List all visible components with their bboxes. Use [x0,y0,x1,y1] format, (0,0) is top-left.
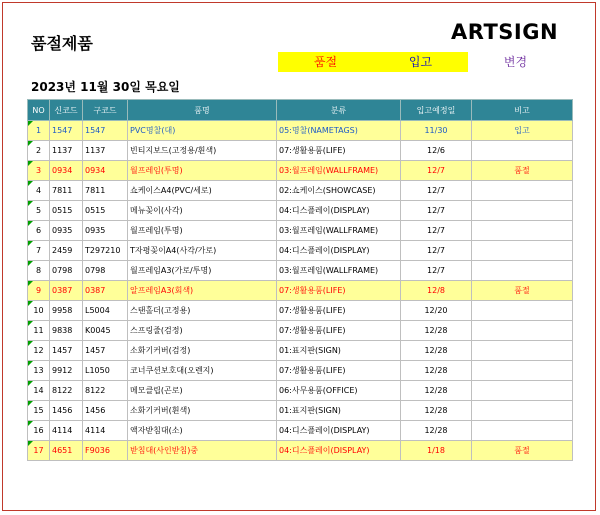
row-old-code[interactable]: 1457 [83,341,128,361]
page-title: 품절제품 [31,34,93,53]
table-header-row [28,100,573,121]
row-product-name[interactable]: 소화기커버(흰색) [128,401,277,421]
row-old-code[interactable]: 4114 [83,421,128,441]
row-no[interactable]: 8 [28,261,50,281]
row-new-code[interactable]: 4114 [50,421,83,441]
row-product-name[interactable]: 스프링줄(검정) [128,321,277,341]
row-old-code[interactable]: 7811 [83,181,128,201]
brand-logo: ARTSIGN [451,20,559,44]
row-due-date[interactable]: 12/6 [401,141,472,161]
row-product-name[interactable]: 액자받침대(소) [128,421,277,441]
header-old-code[interactable]: 구코드 [83,100,128,121]
row-category[interactable]: 07:생활용품(LIFE) [277,361,401,381]
table-row[interactable] [28,201,573,221]
row-note[interactable] [472,421,573,441]
row-product-name[interactable]: 메뉴꽂이(사각) [128,201,277,221]
table-row[interactable] [28,141,573,161]
row-due-date[interactable]: 12/28 [401,341,472,361]
row-note[interactable] [472,221,573,241]
table-row[interactable] [28,181,573,201]
header-no[interactable]: NO [28,100,50,121]
row-old-code[interactable]: 8122 [83,381,128,401]
row-old-code[interactable]: 0934 [83,161,128,181]
row-product-name[interactable]: 코너쿠션보호대(오렌지) [128,361,277,381]
row-due-date[interactable]: 12/28 [401,361,472,381]
row-category[interactable]: 07:생활용품(LIFE) [277,141,401,161]
row-new-code[interactable]: 9958 [50,301,83,321]
row-category[interactable]: 07:생활용품(LIFE) [277,281,401,301]
header-note[interactable]: 비고 [472,100,573,121]
row-old-code[interactable]: L5004 [83,301,128,321]
row-due-date[interactable]: 11/30 [401,121,472,141]
row-due-date[interactable]: 12/7 [401,201,472,221]
row-note[interactable] [472,261,573,281]
table-row[interactable] [28,121,573,141]
row-new-code[interactable]: 1456 [50,401,83,421]
row-no[interactable]: 11 [28,321,50,341]
row-note[interactable] [472,301,573,321]
row-category[interactable]: 04:디스플레이(DISPLAY) [277,241,401,261]
row-due-date[interactable]: 12/8 [401,281,472,301]
row-product-name[interactable]: T자평꽂이A4(사각/가로) [128,241,277,261]
row-category[interactable]: 03:월프레임(WALLFRAME) [277,261,401,281]
row-no[interactable]: 16 [28,421,50,441]
table-row[interactable] [28,441,573,461]
row-due-date[interactable]: 12/28 [401,401,472,421]
row-due-date[interactable]: 12/28 [401,381,472,401]
report-date: 2023년 11월 30일 목요일 [31,80,180,94]
row-old-code[interactable]: 1137 [83,141,128,161]
row-no[interactable]: 13 [28,361,50,381]
row-product-name[interactable]: PVC명찰(대) [128,121,277,141]
header-new-code[interactable]: 신코드 [50,100,83,121]
row-category[interactable]: 06:사무용품(OFFICE) [277,381,401,401]
row-note[interactable] [472,201,573,221]
row-due-date[interactable]: 12/7 [401,241,472,261]
row-no[interactable]: 17 [28,441,50,461]
row-no[interactable]: 1 [28,121,50,141]
table-row[interactable] [28,301,573,321]
row-old-code[interactable]: L1050 [83,361,128,381]
row-note[interactable]: 품절 [472,441,573,461]
row-note[interactable] [472,381,573,401]
header-due-date[interactable]: 입고예정일 [401,100,472,121]
row-product-name[interactable]: 월프레임(투명) [128,161,277,181]
header-category[interactable]: 분류 [277,100,401,121]
row-new-code[interactable]: 8122 [50,381,83,401]
row-new-code[interactable]: 0798 [50,261,83,281]
row-category[interactable]: 07:생활용품(LIFE) [277,301,401,321]
row-new-code[interactable]: 0934 [50,161,83,181]
row-old-code[interactable]: 0515 [83,201,128,221]
row-category[interactable]: 04:디스플레이(DISPLAY) [277,421,401,441]
row-due-date[interactable]: 12/7 [401,181,472,201]
row-note[interactable] [472,361,573,381]
row-note[interactable] [472,181,573,201]
row-note[interactable]: 품절 [472,281,573,301]
row-no[interactable]: 7 [28,241,50,261]
table-row[interactable] [28,361,573,381]
row-due-date[interactable]: 12/28 [401,421,472,441]
row-due-date[interactable]: 12/7 [401,221,472,241]
table-row[interactable] [28,221,573,241]
row-note[interactable] [472,141,573,161]
row-category[interactable]: 03:월프레임(WALLFRAME) [277,221,401,241]
row-old-code[interactable]: 1456 [83,401,128,421]
row-note[interactable] [472,341,573,361]
row-no[interactable]: 12 [28,341,50,361]
row-no[interactable]: 14 [28,381,50,401]
row-category[interactable]: 05:명찰(NAMETAGS) [277,121,401,141]
row-category[interactable]: 03:월프레임(WALLFRAME) [277,161,401,181]
row-old-code[interactable]: 0387 [83,281,128,301]
table-row[interactable] [28,341,573,361]
row-due-date[interactable]: 12/28 [401,321,472,341]
row-old-code[interactable]: 0798 [83,261,128,281]
row-product-name[interactable]: 알프레임A3(회색) [128,281,277,301]
row-product-name[interactable]: 받침대(사인받침)중 [128,441,277,461]
row-new-code[interactable]: 9912 [50,361,83,381]
header-product-name[interactable]: 품명 [128,100,277,121]
row-product-name[interactable]: 빈티지보드(고정용/흰색) [128,141,277,161]
row-no[interactable]: 2 [28,141,50,161]
row-category[interactable]: 01:표지판(SIGN) [277,401,401,421]
legend-incoming: 입고 [373,52,468,72]
row-new-code[interactable]: 4651 [50,441,83,461]
row-category[interactable]: 07:생활용품(LIFE) [277,321,401,341]
row-category[interactable]: 04:디스플레이(DISPLAY) [277,201,401,221]
soldout-table [27,99,573,461]
row-no[interactable]: 10 [28,301,50,321]
row-note[interactable]: 입고 [472,121,573,141]
row-product-name[interactable]: 월프레임A3(가로/투명) [128,261,277,281]
row-new-code[interactable]: 1547 [50,121,83,141]
row-new-code[interactable]: 1457 [50,341,83,361]
row-new-code[interactable]: 0935 [50,221,83,241]
row-due-date[interactable]: 12/7 [401,261,472,281]
row-new-code[interactable]: 9838 [50,321,83,341]
row-category[interactable]: 04:디스플레이(DISPLAY) [277,441,401,461]
row-due-date[interactable]: 1/18 [401,441,472,461]
row-old-code[interactable]: T297210 [83,241,128,261]
row-no[interactable]: 6 [28,221,50,241]
row-product-name[interactable]: 메모클립(곤로) [128,381,277,401]
row-old-code[interactable]: 0935 [83,221,128,241]
row-product-name[interactable]: 월프레임(투명) [128,221,277,241]
status-legend [278,52,563,72]
table-row[interactable] [28,241,573,261]
row-due-date[interactable]: 12/7 [401,161,472,181]
row-due-date[interactable]: 12/20 [401,301,472,321]
row-old-code[interactable]: K0045 [83,321,128,341]
row-new-code[interactable]: 7811 [50,181,83,201]
row-note[interactable] [472,321,573,341]
row-new-code[interactable]: 0515 [50,201,83,221]
table-row[interactable] [28,281,573,301]
table-row[interactable] [28,381,573,401]
row-product-name[interactable]: 스탠홀더(고정용) [128,301,277,321]
row-no[interactable]: 9 [28,281,50,301]
table-row[interactable] [28,321,573,341]
table-row[interactable] [28,261,573,281]
row-note[interactable] [472,401,573,421]
legend-change: 변경 [468,52,563,72]
row-note[interactable] [472,241,573,261]
row-new-code[interactable]: 0387 [50,281,83,301]
table-row[interactable] [28,161,573,181]
table-row[interactable] [28,421,573,441]
row-product-name[interactable]: 소화기커버(검정) [128,341,277,361]
row-category[interactable]: 01:표지판(SIGN) [277,341,401,361]
row-new-code[interactable]: 1137 [50,141,83,161]
row-note[interactable]: 품절 [472,161,573,181]
row-no[interactable]: 5 [28,201,50,221]
row-new-code[interactable]: 2459 [50,241,83,261]
row-category[interactable]: 02:쇼케이스(SHOWCASE) [277,181,401,201]
row-no[interactable]: 15 [28,401,50,421]
row-no[interactable]: 4 [28,181,50,201]
legend-soldout: 품절 [278,52,373,72]
table-row[interactable] [28,401,573,421]
row-old-code[interactable]: F9036 [83,441,128,461]
row-product-name[interactable]: 쇼케이스A4(PVC/세로) [128,181,277,201]
row-no[interactable]: 3 [28,161,50,181]
row-old-code[interactable]: 1547 [83,121,128,141]
